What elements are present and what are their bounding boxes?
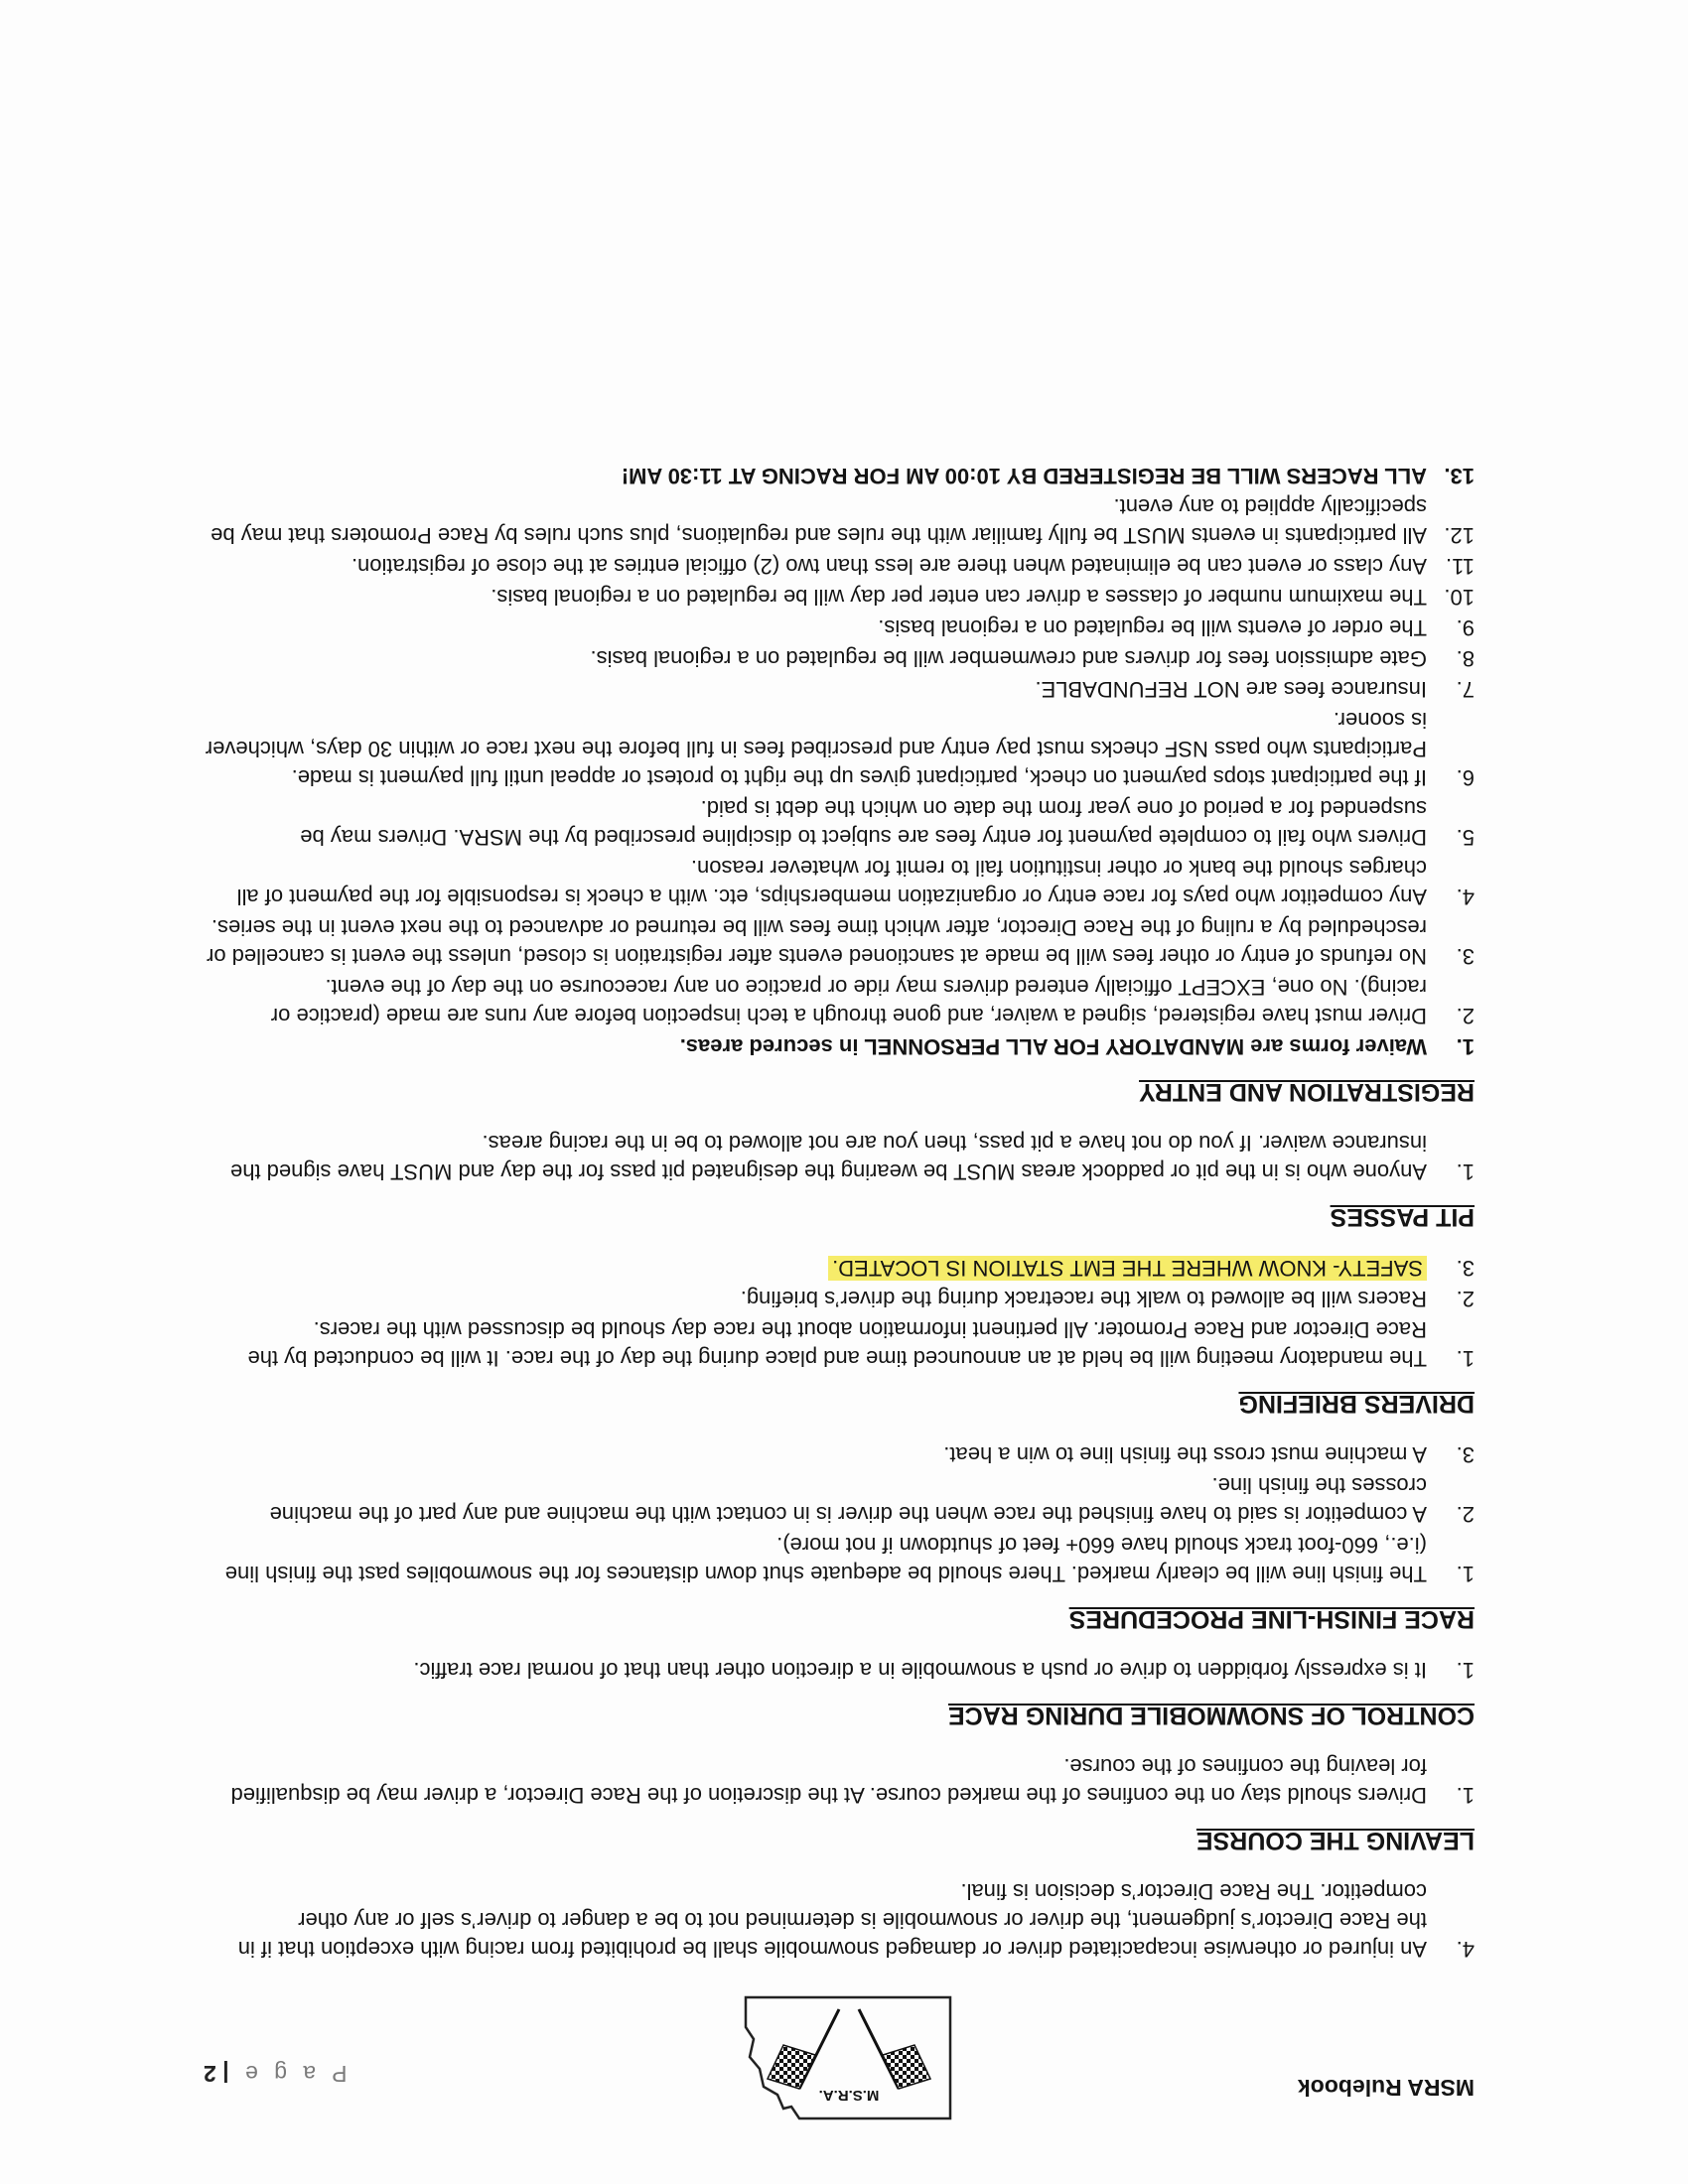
rule-item (204, 675, 1475, 704)
rule-text: Insurance fees are NOT REFUNDABLE. (1035, 677, 1427, 702)
rule-item (204, 1315, 1475, 1373)
rule-item (204, 614, 1475, 642)
rule-text: ALL RACERS WILL BE REGISTERED BY 10:00 AM FOR RACING AT 11:30 AM! (621, 464, 1427, 488)
rule-item (204, 492, 1475, 550)
rule-text: It is expressly forbidden to drive or push a snowmobile in a direction other than that of normal race traffic. (413, 1658, 1427, 1683)
rule-item (204, 644, 1475, 673)
rule-item (204, 1254, 1475, 1283)
rule-text (204, 1254, 1427, 1283)
section-title: LEAVING THE COURSE (1196, 1827, 1475, 1854)
rule-text: If the participant stops payment on check, participant gives up the right to protest or appeal until full payment is made. Participants who pass NSF checks must pay entry and prescribed fees in full before the next race or within 30 days, whichever is sooner. (205, 708, 1427, 790)
rule-text: Any class or event can be eliminated when there are less than two (2) official entries at the close of registration. (351, 554, 1427, 579)
section-title: DRIVERS BRIEFING (1238, 1390, 1475, 1418)
rule-item (204, 794, 1475, 852)
rule-item (204, 462, 1475, 490)
rule-number: 3. (1456, 1256, 1475, 1281)
section-title: RACE FINISH-LINE PROCEDURES (1068, 1605, 1475, 1633)
rule-item (204, 1285, 1475, 1313)
rule-section (204, 1752, 1475, 1855)
rule-text: Gate admission fees for drivers and crewmember will be regulated on a regional basis. (590, 646, 1427, 671)
rule-number: 2. (1456, 1004, 1475, 1028)
section-title: REGISTRATION AND ENTRY (1139, 1078, 1475, 1106)
rule-text: The mandatory meeting will be held at an announced time and place during the day of the race. It will be conducted by the Race Director and Race Promoter. All pertinent information about the race day should be discussed with the racers. (247, 1317, 1427, 1371)
rule-section (204, 1440, 1475, 1634)
rule-number: 9. (1456, 615, 1475, 640)
rule-section (204, 1656, 1475, 1730)
rule-text: An injured or otherwise incapacitated driver or damaged snowmobile shall be prohibited from racing with exception that if in the Race Director’s judgement, the driver or snowmobile is determined not to be a danger to driver’s self or any other competitor. The Race Director’s decision is final. (237, 1879, 1427, 1962)
rule-number: 10. (1444, 585, 1475, 610)
section-title: CONTROL OF SNOWMOBILE DURING RACE (947, 1702, 1475, 1729)
rule-text: All participants in events MUST be fully familiar with the rules and regulations, plus such rules by Race Promoters that may be specifically applied to any event. (211, 494, 1427, 548)
rule-text: Driver must have registered, signed a waiver, and gone through a tech inspection before any runs are made (practice or racing). No one, EXCEPT officially entered drivers may ride or practice on any racecourse on the day of the event. (270, 975, 1427, 1028)
rule-item (204, 552, 1475, 581)
document-title: MSRA Rulebook (1297, 2075, 1475, 2101)
rule-number: 4. (1456, 885, 1475, 909)
msra-logo (740, 1989, 958, 2126)
rule-number: 2. (1456, 1502, 1475, 1527)
rule-text: Drivers should stay on the confines of the marked course. At the discretion of the Race Director, a driver may be disqualified for leaving the confines of the course. (230, 1754, 1427, 1808)
rule-number: 1. (1456, 1034, 1475, 1059)
rule-section (204, 1129, 1475, 1232)
rule-item (204, 913, 1475, 971)
rule-text: The finish line will be clearly marked. There should be adequate shut down distances for the snowmobiles past the finish line (i.e., 660-foot track should have 660+ feet of shutdown if not more). (224, 1533, 1427, 1586)
rule-item (204, 1531, 1475, 1588)
rule-number: 12. (1444, 523, 1475, 548)
rule-number: 1. (1456, 1160, 1475, 1184)
rule-text: Any competitor who pays for race entry or organization memberships, etc. with a check is responsible for the payment of all charges should the bank or other institution fail to remit for whatever reason. (236, 856, 1427, 909)
rule-number: 1. (1456, 1783, 1475, 1808)
rule-text: Racers will be allowed to walk the racetrack during the driver’s briefing. (740, 1287, 1427, 1311)
rule-number: 11. (1446, 554, 1475, 579)
rule-item (204, 1471, 1475, 1529)
rule-item (204, 1129, 1475, 1186)
section-title: PIT PASSES (1330, 1203, 1475, 1231)
rule-item (204, 706, 1475, 792)
rule-text: No refunds of entry or other fees will be made at sanctioned events after registration is closed, unless the event is cancelled or rescheduled by a ruling of the Race Director, after which time fees will be returned or advanced to the next event in the series. (207, 915, 1427, 969)
rule-item (204, 583, 1475, 612)
rule-number: 3. (1456, 944, 1475, 969)
rule-text: Anyone who is in the pit or paddock areas MUST be wearing the designated pit pass for the day and MUST have signed the insurance waiver. If you do not have a pit pass, then you are not allowed to be in the racing areas. (229, 1131, 1427, 1184)
rule-item (204, 1032, 1475, 1061)
rule-item (204, 1877, 1475, 1964)
rule-item (204, 1440, 1475, 1469)
rule-number: 6. (1456, 765, 1475, 790)
page-number (204, 2060, 348, 2087)
rule-number: 8. (1456, 646, 1475, 671)
rule-section (204, 462, 1475, 1107)
rule-number: 4. (1456, 1937, 1475, 1962)
rule-text: The order of events will be regulated on a regional basis. (878, 615, 1427, 640)
rule-item (204, 973, 1475, 1030)
rule-number: 7. (1456, 677, 1475, 702)
rule-item (204, 1656, 1475, 1685)
page-number-value: | 2 (204, 2061, 229, 2087)
logo-text: M.S.R.A. (818, 2087, 880, 2104)
rule-number: 1. (1456, 1346, 1475, 1371)
rule-section (204, 1254, 1475, 1419)
rule-text: A machine must cross the finish line to win a heat. (943, 1442, 1427, 1467)
rules-content (204, 440, 1475, 1964)
state-map-flags-icon (740, 1989, 958, 2126)
rule-number: 1. (1456, 1562, 1475, 1586)
highlighted-text: SAFETY- KNOW WHERE THE EMT STATION IS LOCATED. (828, 1256, 1427, 1281)
rule-number: 2. (1456, 1287, 1475, 1311)
rule-number: 5. (1456, 825, 1475, 850)
rule-section (204, 1877, 1475, 1964)
rule-number: 3. (1456, 1442, 1475, 1467)
rule-text: A competitor is said to have finished the race when the driver is in contact with the machine and any part of the machine crosses the finish line. (269, 1473, 1427, 1527)
page-label: P a g e (240, 2061, 348, 2087)
rule-text: Drivers who fail to complete payment for entry fees are subject to discipline prescribed by the MSRA. Drivers may be suspended for a period of one year from the date on which the debt is paid. (300, 796, 1427, 850)
rule-number: 1. (1456, 1658, 1475, 1683)
rule-text: The maximum number of classes a driver can enter per day will be regulated on a regional basis. (491, 585, 1427, 610)
rule-item (204, 854, 1475, 911)
rule-item (204, 1752, 1475, 1810)
page-header (204, 1978, 1475, 2126)
rule-text: Waiver forms are MANDATORY FOR ALL PERSONNEL in secured areas. (679, 1034, 1427, 1059)
rule-number: 13. (1444, 464, 1475, 488)
